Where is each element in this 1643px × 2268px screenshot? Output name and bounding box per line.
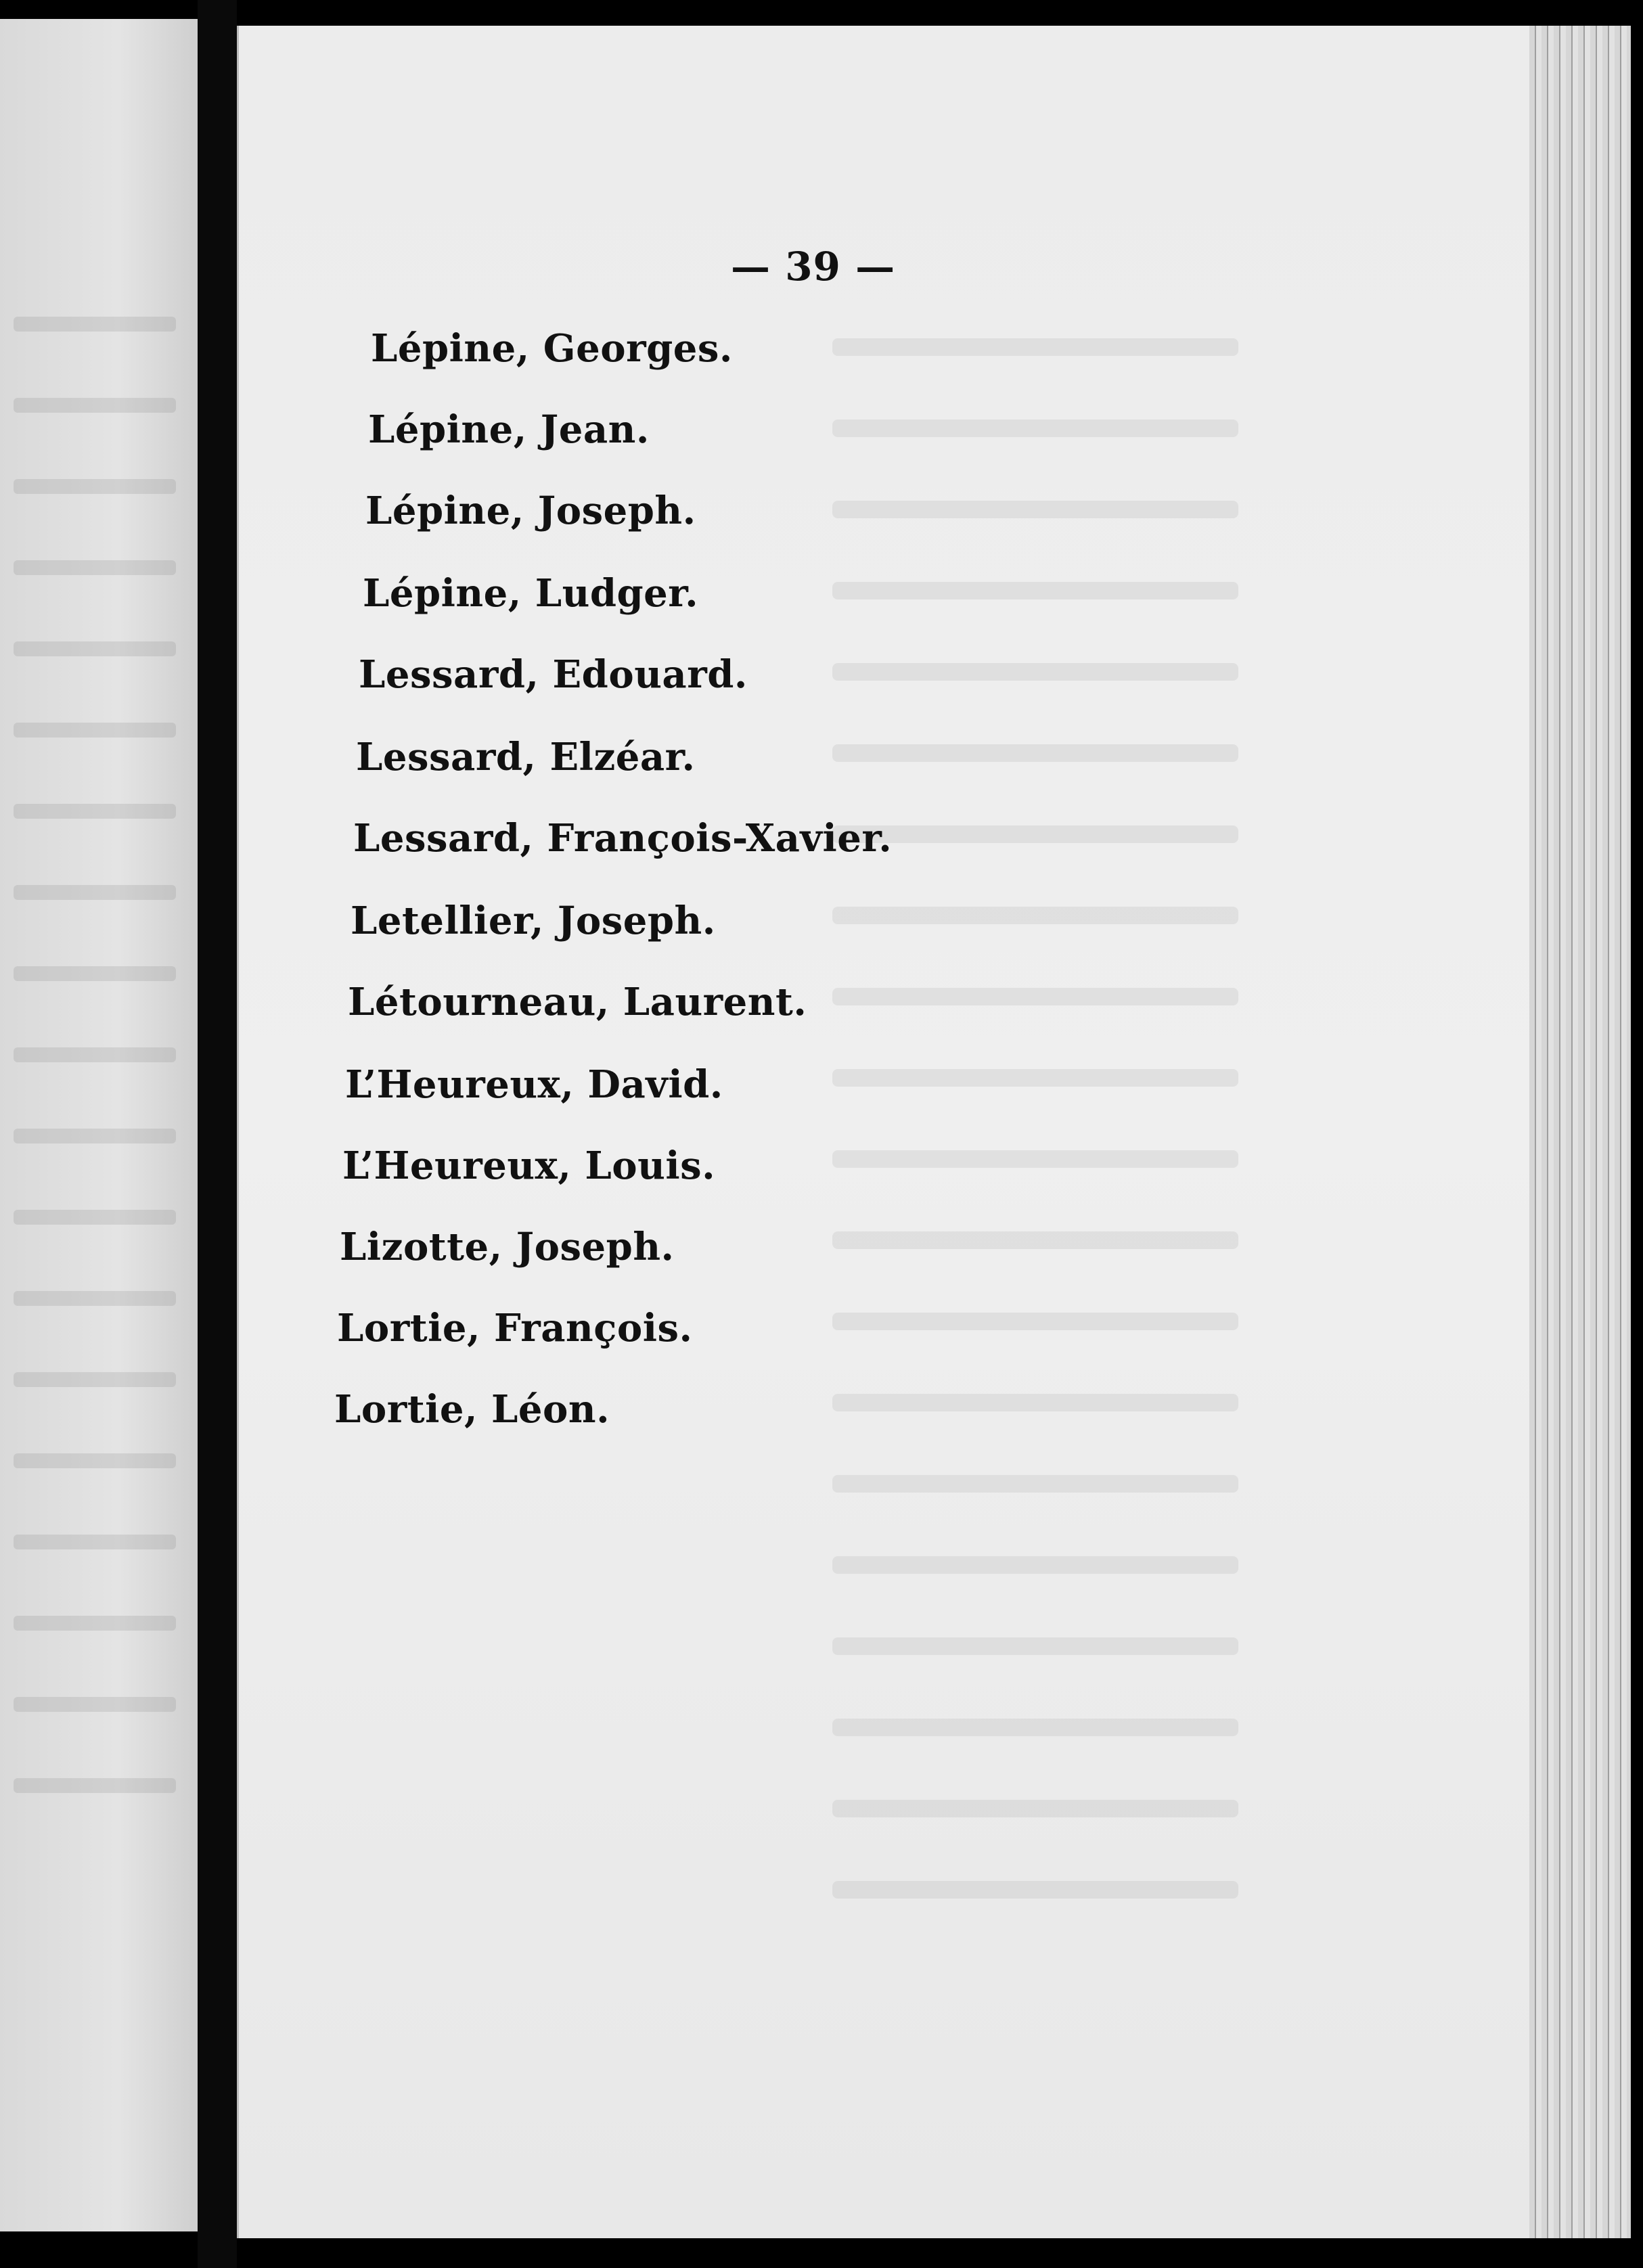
show-through-line <box>832 1150 1238 1168</box>
list-item: Lépine, Jean. <box>368 407 650 452</box>
list-item: L’Heureux, Louis. <box>342 1143 716 1188</box>
list-item: Lizotte, Joseph. <box>340 1225 675 1269</box>
show-through-line <box>832 1394 1238 1411</box>
left-page-ghost-line <box>14 885 176 900</box>
show-through-line <box>832 907 1238 924</box>
show-through-line <box>832 663 1238 681</box>
left-page-ghost-line <box>14 560 176 575</box>
show-through-line <box>832 1069 1238 1087</box>
show-through-line <box>832 1719 1238 1736</box>
list-item: Lessard, Edouard. <box>359 652 748 697</box>
left-page-ghost-line <box>14 1697 176 1712</box>
left-page-ghost-line <box>14 479 176 494</box>
list-item: Lessard, François-Xavier. <box>353 816 893 861</box>
show-through-line <box>832 582 1238 599</box>
show-through-line <box>832 1881 1238 1899</box>
list-item: Lépine, Georges. <box>371 326 733 371</box>
list-item: Lortie, Léon. <box>334 1387 610 1432</box>
left-page-ghost-line <box>14 1453 176 1468</box>
show-through-line <box>832 1637 1238 1655</box>
left-page-ghost-line <box>14 1047 176 1062</box>
left-page-ghost-line <box>14 723 176 738</box>
show-through-line <box>832 988 1238 1005</box>
list-item: Lépine, Ludger. <box>363 571 699 616</box>
left-page-edge <box>0 19 198 2231</box>
show-through-line <box>832 1556 1238 1574</box>
left-page-ghost-line <box>14 398 176 413</box>
left-page-ghost-line <box>14 1372 176 1387</box>
show-through-line <box>832 1313 1238 1330</box>
left-page-ghost-line <box>14 1210 176 1225</box>
list-item: Lessard, Elzéar. <box>356 735 696 779</box>
left-page-ghost-line <box>14 1535 176 1549</box>
left-page-ghost-line <box>14 641 176 656</box>
show-through-line <box>832 419 1238 437</box>
show-through-line <box>832 338 1238 356</box>
left-page-ghost-line <box>14 317 176 332</box>
list-item: Létourneau, Laurent. <box>348 980 807 1024</box>
list-item: Letellier, Joseph. <box>351 899 716 943</box>
left-page-ghost-line <box>14 1616 176 1631</box>
stacked-page-edges <box>1529 26 1631 2238</box>
list-item: L’Heureux, David. <box>345 1062 723 1107</box>
book-spine <box>198 0 237 2268</box>
page-number: — 39 — <box>731 244 896 290</box>
left-page-ghost-line <box>14 1291 176 1306</box>
show-through-line <box>832 501 1238 518</box>
left-page-ghost-line <box>14 1778 176 1793</box>
list-item: Lépine, Joseph. <box>365 489 696 533</box>
show-through-line <box>832 744 1238 762</box>
left-page-ghost-line <box>14 1129 176 1143</box>
left-page-ghost-line <box>14 804 176 819</box>
show-through-line <box>832 1800 1238 1817</box>
left-page-ghost-line <box>14 966 176 981</box>
list-item: Lortie, François. <box>337 1306 693 1351</box>
show-through-line <box>832 825 1238 843</box>
show-through-line <box>832 1475 1238 1493</box>
show-through-line <box>832 1231 1238 1249</box>
